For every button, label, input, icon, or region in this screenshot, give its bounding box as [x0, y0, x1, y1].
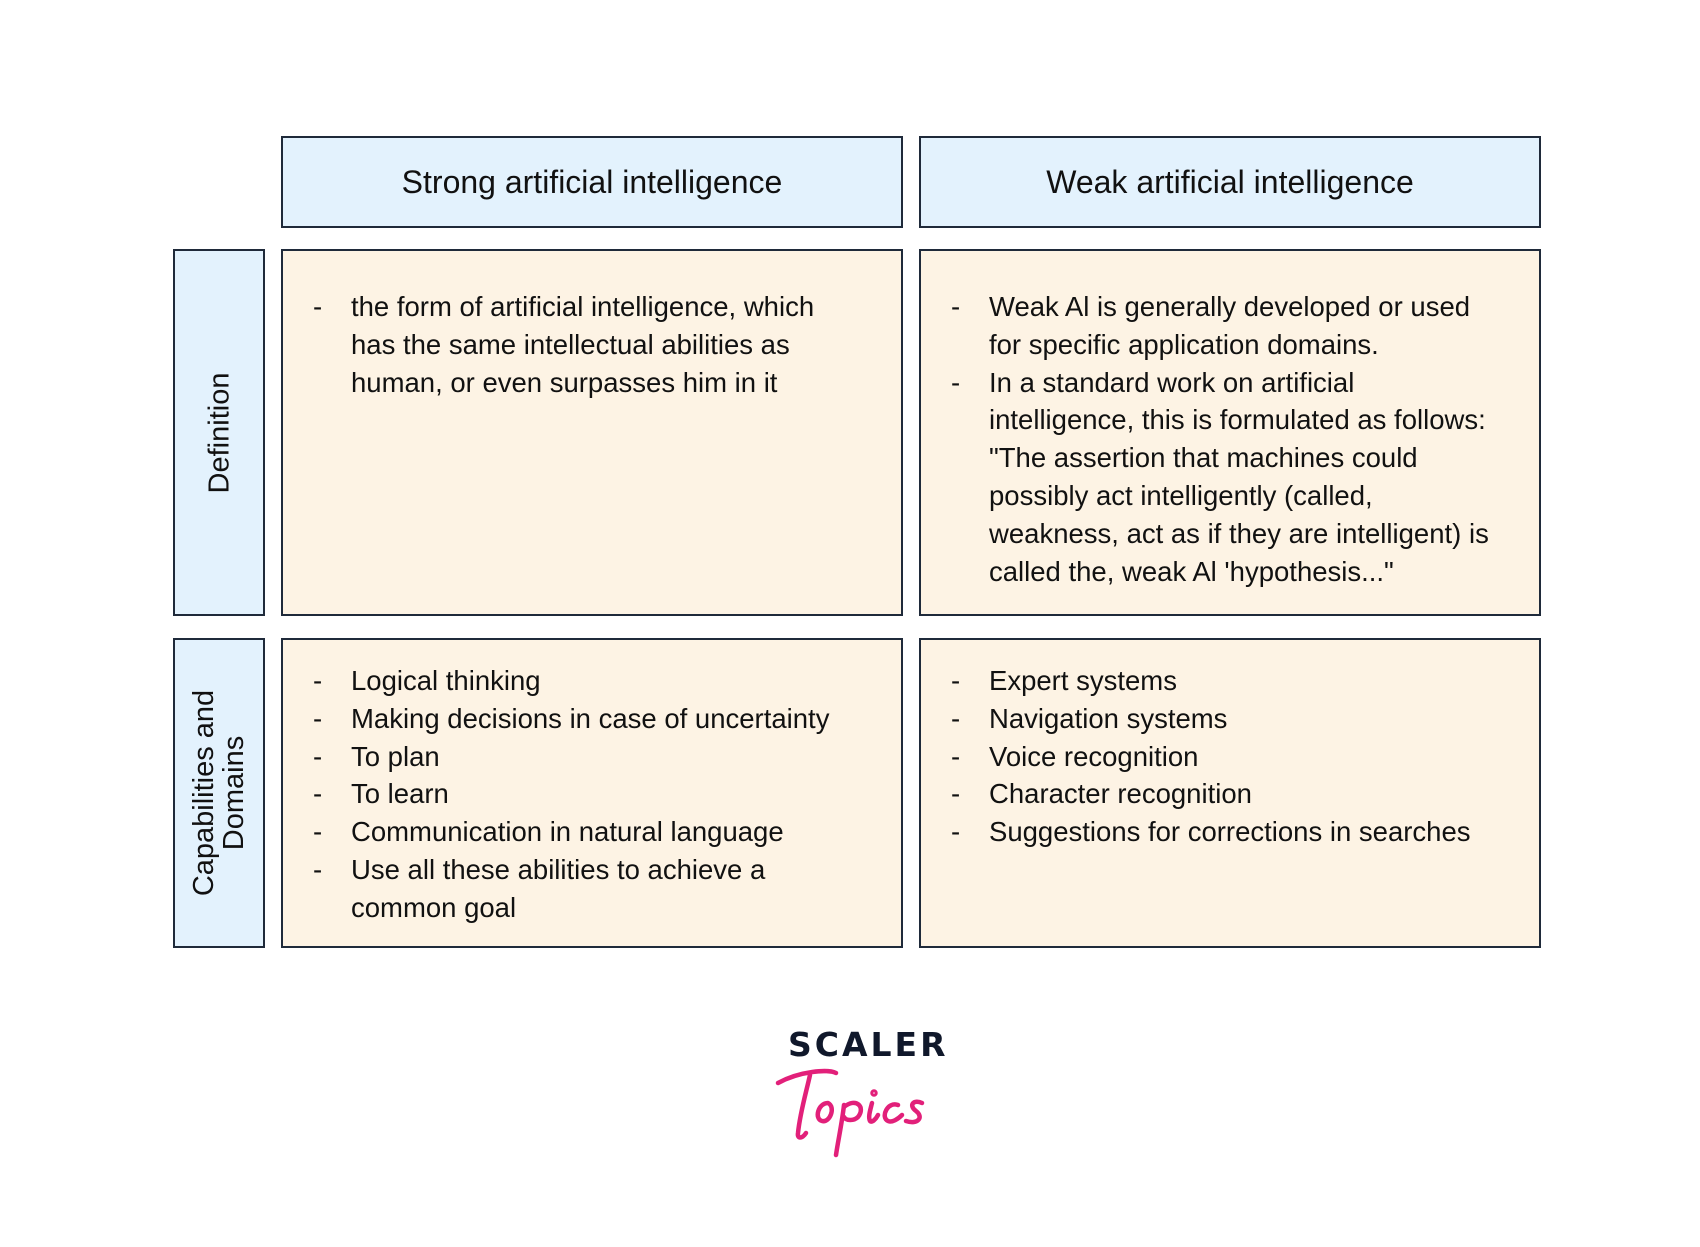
bullet-dash: - — [313, 853, 323, 885]
list-item — [313, 813, 861, 851]
bullet-dash: - — [313, 816, 323, 848]
bullet-dash: - — [951, 778, 961, 810]
list-item — [313, 775, 861, 813]
column-header-strong-ai-label: Strong artificial intelligence — [401, 163, 783, 200]
bullet-dash: - — [951, 816, 961, 848]
list-item-text: Weak Al is generally developed or used for specific application domains. — [989, 291, 1471, 360]
bullet-dash: - — [313, 291, 323, 322]
cell-capabilities-weak — [919, 638, 1541, 948]
list-item — [951, 288, 1499, 364]
list-item — [313, 700, 861, 738]
definition-strong-list — [313, 288, 861, 401]
bullet-dash: - — [313, 665, 323, 696]
definition-weak-list — [951, 288, 1499, 590]
list-item-text: To learn — [351, 778, 449, 810]
list-item — [951, 775, 1499, 813]
cell-definition-weak — [919, 249, 1541, 616]
list-item-text: In a standard work on artificial intelligence, this is formulated as follows: "The assertion that machines could possibly act intelligently (called, weakness, act as if they are intelligent) is called the, weak Al 'hypothesis..." — [989, 366, 1489, 587]
list-item — [313, 662, 861, 700]
bullet-dash: - — [313, 778, 323, 810]
list-item-text: To plan — [351, 740, 440, 772]
bullet-dash: - — [951, 665, 961, 696]
list-item — [951, 700, 1499, 738]
logo-wordmark: SCALER — [788, 1025, 949, 1064]
bullet-dash: - — [313, 702, 323, 734]
list-item — [951, 738, 1499, 776]
list-item-text: Voice recognition — [989, 740, 1199, 772]
logo-script-topics — [770, 1063, 940, 1163]
bullet-dash: - — [951, 740, 961, 772]
column-header-strong-ai — [281, 136, 903, 228]
bullet-dash: - — [313, 740, 323, 772]
list-item — [313, 851, 861, 927]
row-label-definition-text — [204, 372, 234, 493]
capabilities-weak-list — [951, 662, 1499, 851]
capabilities-strong-list — [313, 662, 861, 927]
list-item — [313, 738, 861, 776]
row-label-capabilities-text — [189, 690, 249, 896]
list-item-text: Logical thinking — [351, 665, 541, 696]
list-item-text: Character recognition — [989, 778, 1252, 810]
column-header-weak-ai — [919, 136, 1541, 228]
list-item — [951, 364, 1499, 591]
list-item-text: Suggestions for corrections in searches — [989, 816, 1471, 848]
row-label-capabilities-line2: Domains — [218, 735, 251, 851]
bullet-dash: - — [951, 291, 961, 322]
row-label-definition-label: Definition — [203, 372, 235, 493]
cell-capabilities-strong — [281, 638, 903, 948]
list-item-text: the form of artificial intelligence, which has the same intellectual abilities as human, or even surpasses him in it — [351, 291, 815, 398]
list-item-text: Communication in natural language — [351, 816, 784, 848]
column-header-weak-ai-label: Weak artificial intelligence — [1046, 163, 1414, 200]
bullet-dash: - — [951, 702, 961, 734]
list-item — [313, 288, 861, 401]
list-item — [951, 662, 1499, 700]
list-item-text: Expert systems — [989, 665, 1177, 696]
list-item-text: Use all these abilities to achieve a common goal — [351, 853, 766, 923]
cell-definition-strong — [281, 249, 903, 616]
bullet-dash: - — [951, 366, 961, 398]
row-label-definition — [173, 249, 265, 616]
scaler-topics-logo — [770, 1025, 949, 1160]
list-item — [951, 813, 1499, 851]
list-item-text: Making decisions in case of uncertainty — [351, 702, 830, 734]
row-label-capabilities-line1: Capabilities and — [188, 689, 221, 897]
list-item-text: Navigation systems — [989, 702, 1228, 734]
row-label-capabilities — [173, 638, 265, 948]
